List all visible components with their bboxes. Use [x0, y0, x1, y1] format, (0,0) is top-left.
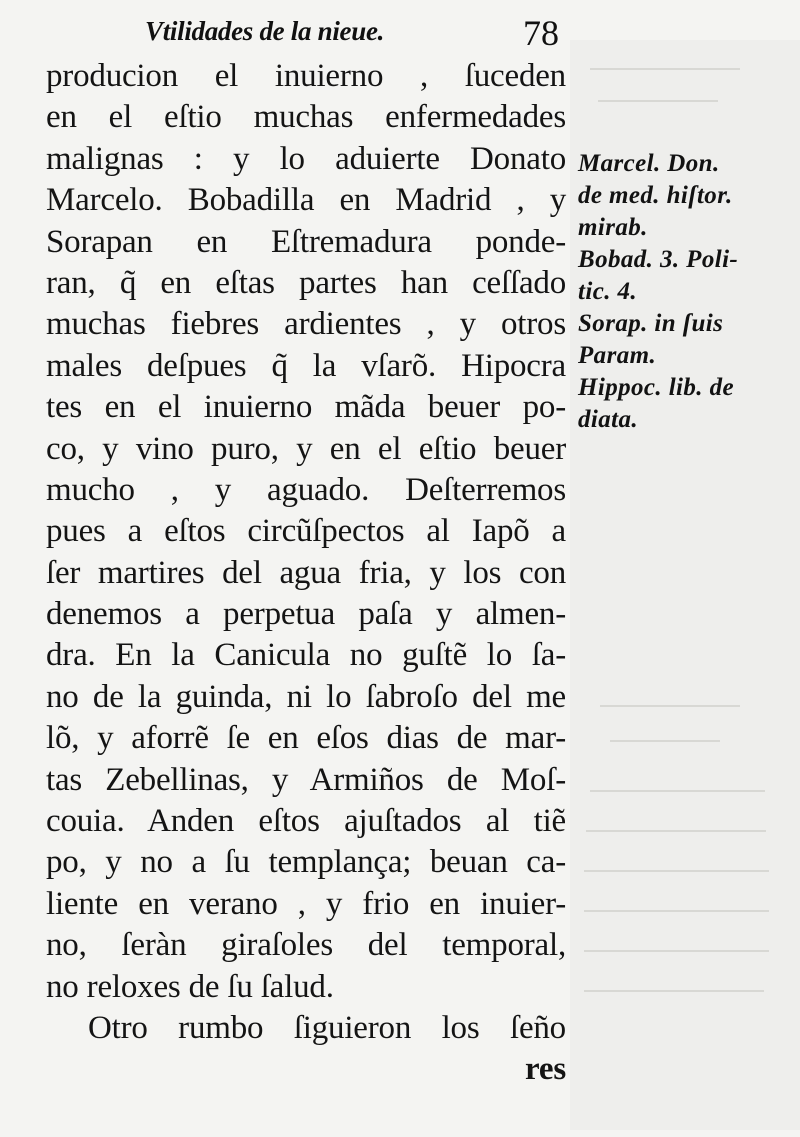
- text-line: denemos a perpetua paſa y almen-: [46, 596, 566, 633]
- text-line: lõ, y aforrẽ ſe en eſos dias de mar-: [46, 720, 566, 757]
- text-line: Marcelo. Bobadilla en Madrid , y: [46, 182, 566, 219]
- text-line: tas Zebellinas, y Armiños de Moſ-: [46, 761, 566, 798]
- text-line: males deſpues q̃ la vſarõ. Hipocra: [46, 347, 566, 384]
- bleed-mark: [590, 790, 765, 792]
- running-head: [145, 10, 565, 53]
- margin-note-line: Sorap. in ſuis: [578, 310, 724, 337]
- margin-note-line: Hippoc. lib. de: [578, 374, 734, 401]
- text-line: mucho , y aguado. Deſterremos: [46, 471, 566, 508]
- catchword: res: [525, 1051, 566, 1088]
- text-line: Sorapan en Eſtremadura ponde-: [46, 223, 566, 260]
- bleed-mark: [584, 910, 769, 912]
- text-line: couia. Anden eſtos ajuſtados al tiẽ: [46, 803, 566, 840]
- text-line: en el eſtio muchas enfermedades: [46, 99, 566, 136]
- bleed-mark: [600, 705, 740, 707]
- text-line: no de la guinda, ni lo ſabroſo del me: [46, 678, 566, 715]
- text-line-paragraph-start: Otro rumbo ſiguieron los ſeño: [88, 1009, 566, 1046]
- body-text: [46, 56, 566, 1091]
- text-line: co, y vino puro, y en el eſtio beuer: [46, 430, 566, 467]
- margin-note-line: tic. 4.: [578, 278, 638, 305]
- text-line: producion el inuierno , ſuceden: [46, 58, 566, 94]
- bleed-mark: [586, 830, 766, 832]
- text-line: no reloxes de ſu ſalud.: [46, 968, 334, 1005]
- text-line: muchas fiebres ardientes , y otros: [46, 306, 566, 343]
- bleed-mark: [598, 100, 718, 102]
- text-line: malignas : y lo aduierte Donato: [46, 140, 566, 177]
- running-title: Vtilidades de la nieue.: [145, 16, 385, 46]
- margin-note-line: mirab.: [578, 214, 648, 241]
- bleed-mark: [584, 870, 769, 872]
- bleed-mark: [584, 990, 764, 992]
- margin-note-line: Marcel. Don.: [578, 150, 720, 177]
- margin-note-line: Param.: [578, 342, 657, 369]
- bleed-mark: [590, 68, 740, 70]
- bleed-mark: [584, 950, 769, 952]
- margin-note-line: Bobad. 3. Poli-: [578, 246, 739, 273]
- text-line: ran, q̃ en eſtas partes han ceſſado: [46, 264, 566, 301]
- margin-notes: [578, 148, 793, 436]
- text-line: no, ſeràn giraſoles del temporal,: [46, 927, 566, 964]
- text-line: pues a eſtos circũſpectos al Iapõ a: [46, 513, 566, 550]
- margin-note-line: diata.: [578, 406, 639, 433]
- text-line: dra. En la Canicula no guſtẽ lo ſa-: [46, 637, 566, 674]
- text-line: tes en el inuierno mãda beuer po-: [46, 389, 566, 426]
- page-number: 78: [523, 13, 559, 53]
- bleed-mark: [610, 740, 720, 742]
- text-line: po, y no a ſu templança; beuan ca-: [46, 844, 566, 881]
- text-line: ſer martires del agua fria, y los con: [46, 554, 566, 591]
- text-line: liente en verano , y frio en inuier-: [46, 885, 566, 922]
- margin-note-line: de med. hiſtor.: [578, 182, 733, 209]
